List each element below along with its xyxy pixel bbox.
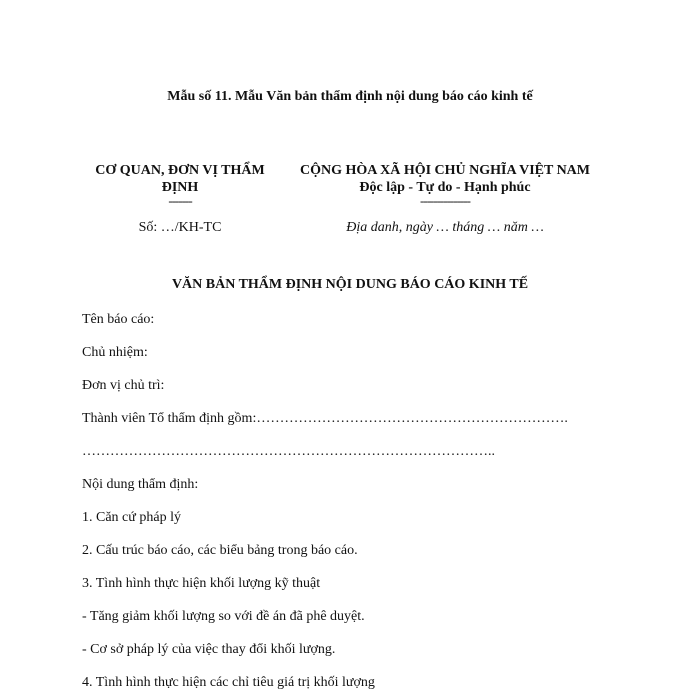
list-item: 4. Tình hình thực hiện các chỉ tiêu giá trị khối lượng	[82, 675, 375, 690]
country-name: CỘNG HÒA XÃ HỘI CHỦ NGHĨA VIỆT NAM	[299, 163, 590, 178]
national-header	[285, 162, 605, 236]
appraisal-content-heading: Nội dung thẩm định:	[82, 477, 199, 492]
dotted-fill-line: ……………………………………………………………………………..	[82, 444, 495, 459]
list-item: - Tăng giảm khối lượng so với đề án đã phê duyệt.	[82, 609, 365, 624]
agency-name: CƠ QUAN, ĐƠN VỊ THẨM ĐỊNH	[95, 163, 265, 195]
list-item: 2. Cấu trúc báo cáo, các biểu bảng trong báo cáo.	[82, 543, 358, 558]
list-item: 1. Căn cứ pháp lý	[82, 510, 181, 525]
document-number: Số: …/KH-TC	[138, 220, 222, 235]
project-lead-line: Chủ nhiệm:	[82, 345, 148, 360]
motto-divider: ---------------	[420, 193, 470, 208]
list-item: 3. Tình hình thực hiện khối lượng kỹ thuật	[82, 576, 321, 591]
host-unit-line: Đơn vị chủ trì:	[82, 378, 165, 393]
form-title: Mẫu số 11. Mẫu Văn bản thẩm định nội dung báo cáo kinh tế	[167, 89, 533, 104]
agency-header	[80, 162, 280, 236]
agency-divider: -------	[168, 193, 192, 208]
report-name-line: Tên báo cáo:	[82, 312, 155, 327]
document-main-title: VĂN BẢN THẨM ĐỊNH NỘI DUNG BÁO CÁO KINH TẾ	[171, 277, 529, 292]
appraisal-members-line: Thành viên Tổ thẩm định gồm:………………………………………………………….	[82, 411, 568, 426]
list-item: - Cơ sở pháp lý của việc thay đổi khối lượng.	[82, 642, 336, 657]
place-and-date: Địa danh, ngày … tháng … năm …	[346, 220, 544, 235]
national-motto: Độc lập - Tự do - Hạnh phúc	[359, 180, 531, 195]
